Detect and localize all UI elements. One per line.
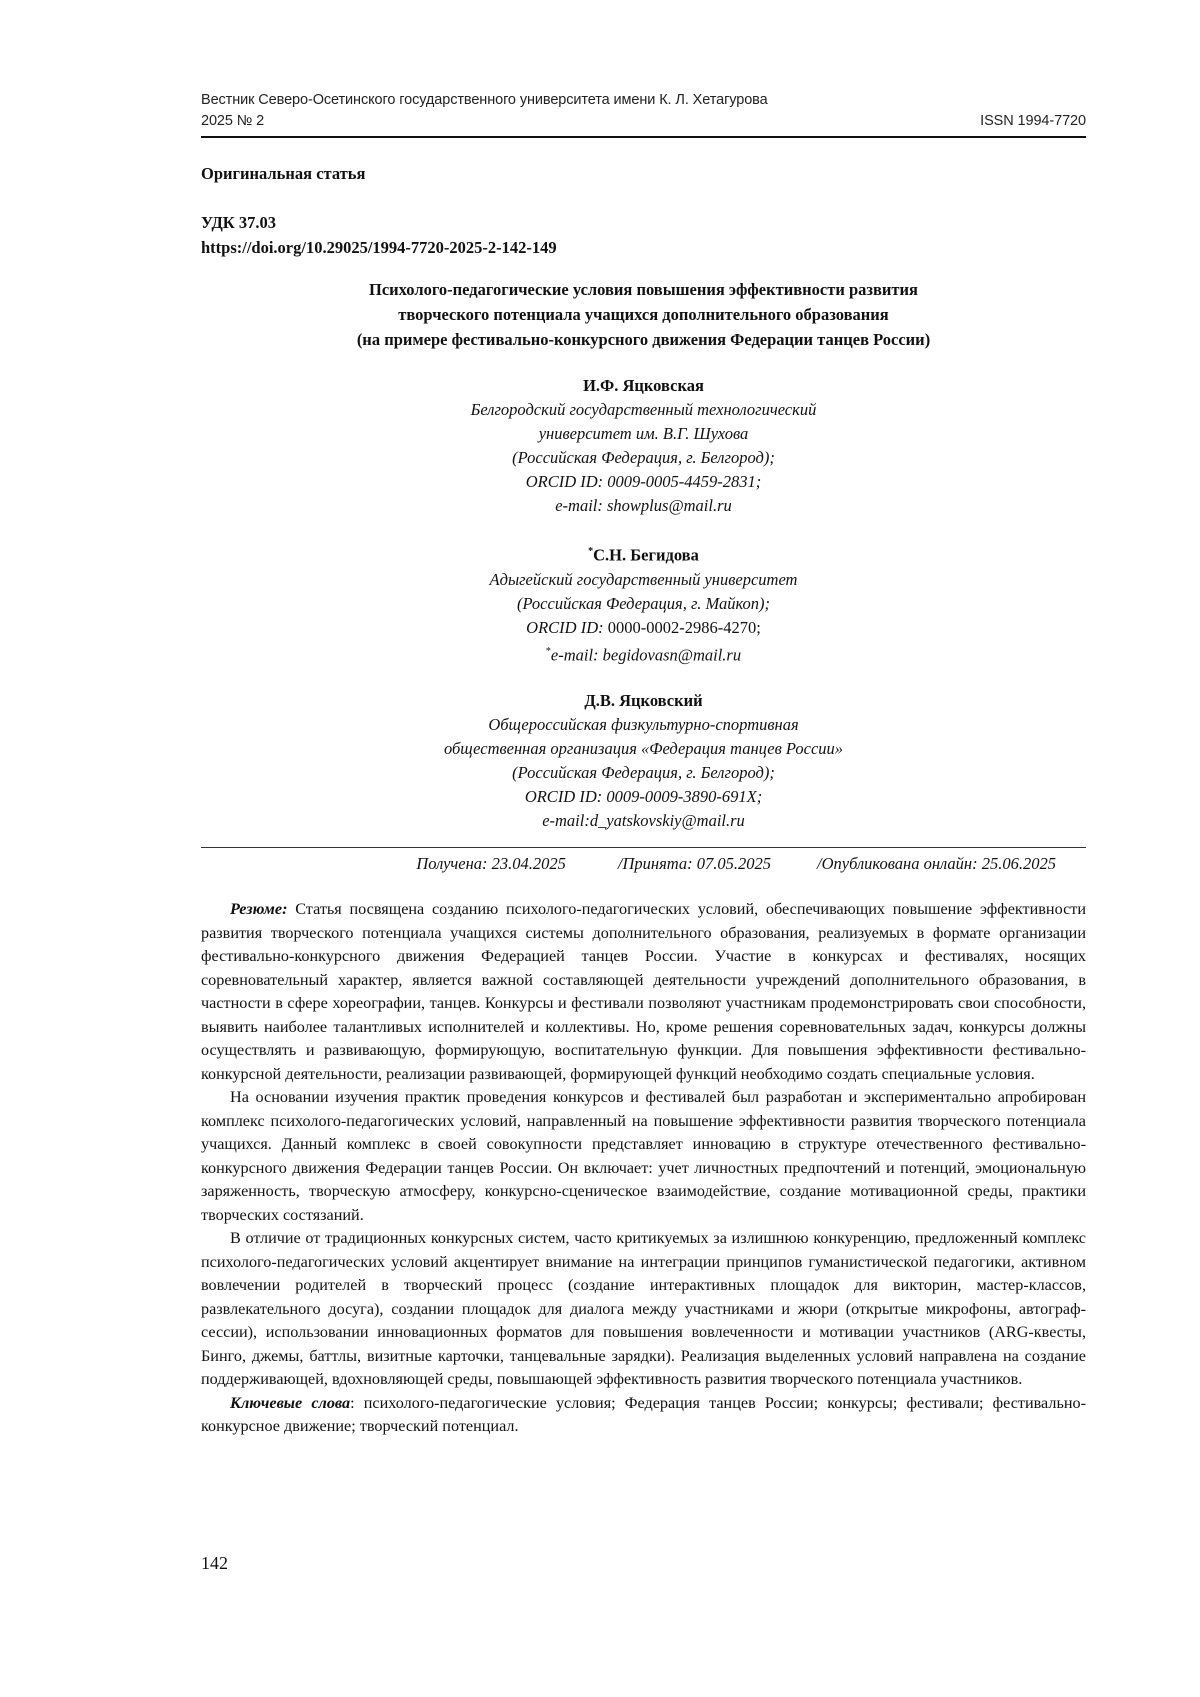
corresponding-mark: *	[545, 645, 551, 657]
journal-name: Вестник Северо-Осетинского государственного университета имени К. Л. Хетагурова	[201, 92, 768, 108]
affiliation-line: университет им. В.Г. Шухова	[538, 424, 749, 443]
orcid-line	[201, 616, 1086, 640]
keywords: Ключевые слова: психолого-педагогические условия; Федерация танцев России; конкурсы; фестивали; фестивально-конкурсное движение; творческий потенциал.	[201, 1393, 1086, 1435]
udk-code: УДК 37.03	[201, 213, 277, 232]
keywords-label: Ключевые слова	[230, 1393, 351, 1412]
issue-number: 2025 № 2	[201, 113, 265, 129]
author-block	[201, 374, 1086, 518]
affiliation-line: Общероссийская физкультурно-спортивная	[488, 715, 799, 734]
author-affiliation	[201, 398, 1086, 518]
author-block	[201, 540, 1086, 667]
article-title	[201, 277, 1086, 352]
header-rule	[201, 136, 1086, 138]
running-header	[201, 90, 1086, 132]
title-line: творческого потенциала учащихся дополнительного образования	[398, 305, 889, 324]
affiliation-line: общественная организация «Федерация танцев России»	[443, 739, 844, 758]
orcid-line: ORCID ID: 0009-0005-4459-2831;	[525, 472, 762, 491]
affiliation-line: (Российская Федерация, г. Майкоп);	[516, 593, 771, 613]
author-block	[201, 689, 1086, 833]
article-type: Оригинальная статья	[201, 164, 366, 183]
accepted-date: /Принята: 07.05.2025	[617, 854, 771, 873]
author-affiliation	[201, 568, 1086, 668]
orcid-label: ORCID ID:	[526, 617, 604, 637]
corresponding-mark: *	[588, 546, 594, 557]
email-line	[201, 640, 1086, 668]
title-line: Психолого-педагогические условия повышения эффективности развития	[369, 280, 918, 299]
abstract-paragraph: Резюме: Статья посвящена созданию психолого-педагогических условий, обеспечивающих повышение эффективности развития творческого потенциала учащихся системы дополнительного образования, реализуемых в формате организации фестивально-конкурсного движения Федерацией танцев России. Участие в конкурсах и фестивалях, носящих соревновательный характер, является важной составляющей деятельности учреждений дополнительного образования, в частности в сфере хореографии, танцев. Конкурсы и фестивали позволяют участникам продемонстрировать свои способности, выявить наиболее талантливых исполнителей и коллективы. Но, кроме решения соревновательных задач, конкурсы должны осуществлять и развивающую, формирующую, воспитательную функции. Для повышения эффективности фестивально-конкурсной деятельности, реализации развивающей, формирующей функций необходимо создать специальные условия.	[201, 900, 1086, 1083]
email-address[interactable]: e-mail: begidovasn@mail.ru	[550, 645, 742, 664]
email-label: e-mail	[555, 496, 598, 515]
author-name: *С.Н. Бегидова	[588, 545, 699, 565]
email-address[interactable]: : showplus@mail.ru	[597, 496, 732, 515]
author-name: И.Ф. Яцковская	[583, 376, 704, 395]
author-affiliation	[201, 713, 1086, 833]
abstract-paragraph: На основании изучения практик проведения конкурсов и фестивалей был разработан и экспериментально апробирован комплекс психолого-педагогических условий, направленный на повышение эффективности развития творческого потенциала учащихся. Данный комплекс в своей совокупности представляет инновацию в структуре отечественного фестивально-конкурсного движения Федерации танцев России. Он включает: учет личностных предпочтений и потенций, эмоциональную заряженность, творческую атмосферу, конкурсно-сценическое взаимодействие, создание мотивационной среды, практики творческих состязаний.	[201, 1088, 1086, 1224]
affiliation-line: Белгородский государственный технологический	[470, 400, 817, 419]
udk-block	[201, 210, 1086, 260]
page	[201, 90, 1086, 1439]
orcid-value: 0000-0002-2986-4270;	[603, 617, 761, 637]
email-line	[201, 494, 1086, 518]
affiliation-line: (Российская Федерация, г. Белгород);	[512, 448, 775, 467]
author-name: Д.В. Яцковский	[584, 691, 703, 710]
issn: ISSN 1994-7720	[980, 113, 1086, 129]
page-number: 142	[201, 1553, 228, 1573]
affiliation-line: Адыгейский государственный университет	[489, 569, 798, 589]
published-date: /Опубликована онлайн: 25.06.2025	[817, 854, 1056, 873]
abstract-paragraph: В отличие от традиционных конкурсных систем, часто критикуемых за излишнюю конкуренцию, предложенный комплекс психолого-педагогических условий акцентирует внимание на интеграции принципов гуманистической педагогики, активном вовлечении родителей в творческий процесс (создание интерактивных площадок для викторин, мастер-классов, развлекательного досуга), создании площадок для диалога между участниками и жюри (открытые микрофоны, автограф-сессии), использовании инновационных форматов для повышения вовлеченности и мотивации участников (ARG-квесты, Бинго, джемы, баттлы, визитные карточки, танцевальные зарядки). Реализация выделенных условий направлена на создание поддерживающей, вдохновляющей среды, повышающей эффективность развития творческого потенциала участников.	[201, 1229, 1086, 1388]
dates-rule	[201, 847, 1086, 848]
affiliation-line: (Российская Федерация, г. Белгород);	[512, 763, 775, 782]
title-line: (на примере фестивально-конкурсного движения Федерации танцев России)	[356, 330, 931, 349]
email-line[interactable]: e-mail:d_yatskovskiy@mail.ru	[542, 811, 745, 830]
article-dates	[201, 854, 1086, 874]
abstract-label: Резюме:	[230, 900, 288, 918]
received-date: Получена: 23.04.2025	[416, 854, 566, 873]
doi-link[interactable]: https://doi.org/10.29025/1994-7720-2025-2-142-149	[201, 238, 557, 257]
orcid-line: ORCID ID: 0009-0009-3890-691X;	[524, 787, 763, 806]
abstract	[201, 898, 1086, 1439]
